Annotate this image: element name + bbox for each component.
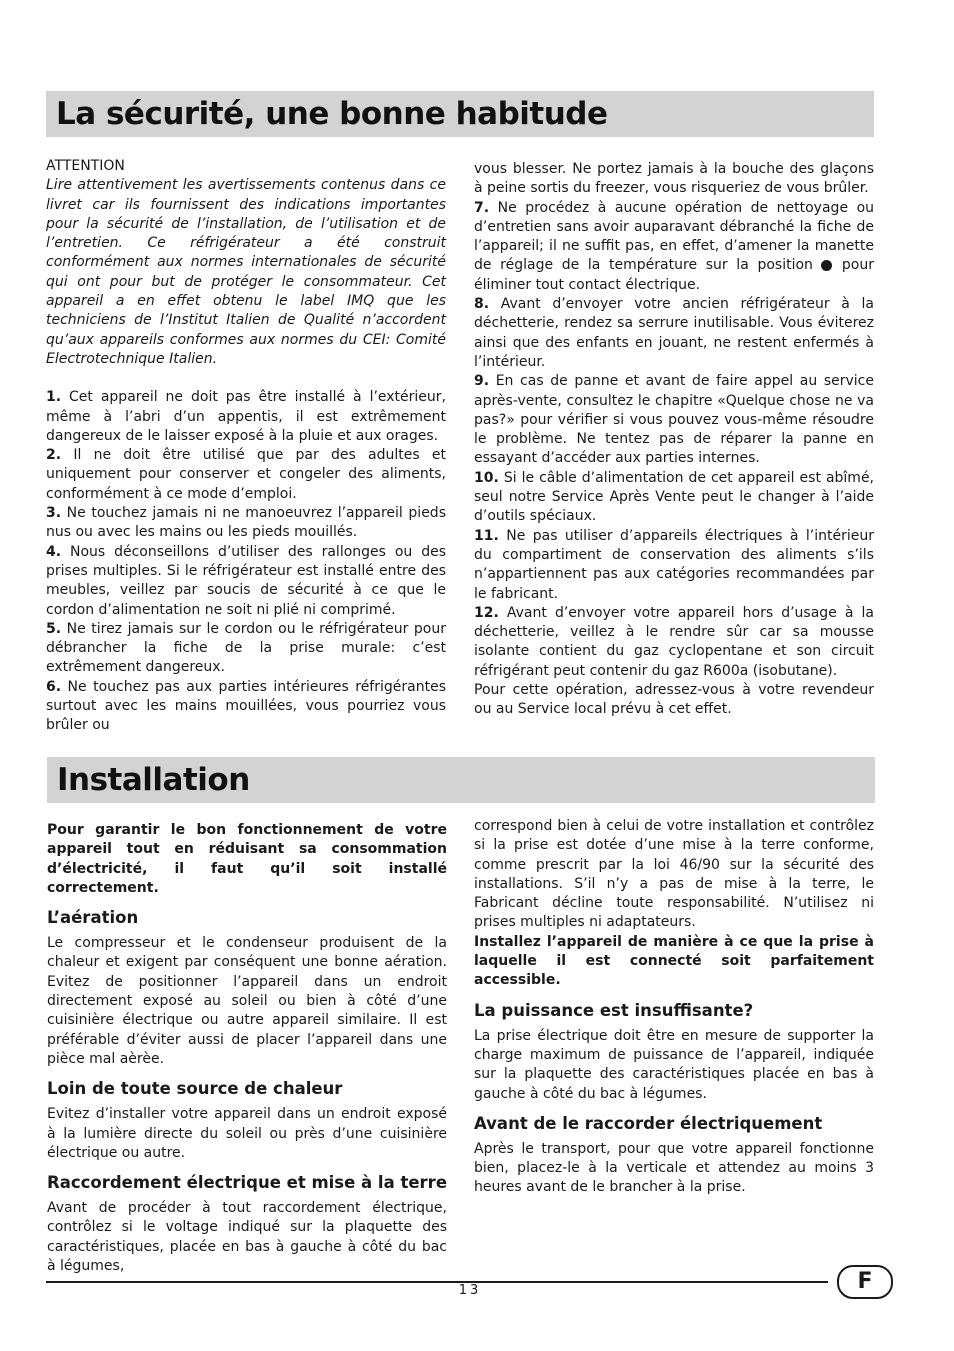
attention-text: Lire attentivement les avertissements contenus dans ce livret car ils fournissent des indications importantes pour la sécurité de l’installation, de l’utilisation et de l’entretien. Ce réfrigérateur a été construit conformément aux normes internationales de sécurité qui ont pour but de protéger le consommateur. Cet appareil a en effet obtenu le label IMQ que les techniciens de l’Institut Italien de Qualité n’accordent qu’aux appareils conformes aux normes du CEI: Comité Electrotechnique Italien. [46, 177, 446, 367]
page-number: 13 [458, 1283, 482, 1298]
safety-item: 9. En cas de panne et avant de faire appel au service après-vente, consultez le chapitre «Quelque chose ne va pas?» pour vérifier si vous pouvez vous-même résoudre le problème. Ne tentez pas de réparer la panne en essayant d’accéder aux parties internes. [474, 373, 874, 467]
heading-raccordement: Raccordement électrique et mise à la terre [47, 1173, 448, 1193]
section-banner-installation [47, 757, 875, 803]
safety-item: 4. Nous déconseillons d’utiliser des rallonges ou des prises multiples. Si le réfrigérateur est installé entre des meubles, veillez par soucis de sécurité à ce que le cordon d’alimentation ne soit ni plié ni comprimé. [46, 543, 446, 618]
footer-divider [46, 1281, 828, 1283]
safety-item: 3. Ne touchez jamais ni ne manoeuvrez l’appareil pieds nus ou avec les mains ou les pieds mouillés. [46, 505, 446, 541]
language-badge: F [837, 1265, 893, 1299]
section-title-securite: La sécurité, une bonne habitude [56, 96, 608, 132]
safety-item: 2. Il ne doit être utilisé que par des adultes et uniquement pour conserver et congeler des aliments, conformément à ce mode d’emploi. [46, 447, 447, 502]
securite-left-column [46, 157, 446, 736]
paragraph-chaleur: Evitez d’installer votre appareil dans un endroit exposé à la lumière directe du soleil ou près d’une cuisinière électrique ou autre. [47, 1106, 447, 1161]
safety-item: 12. Avant d’envoyer votre appareil hors d’usage à la déchetterie, veillez à le rendre sûr car sa mousse isolante contient du gaz cyclopentane et son circuit réfrigérant peut contenir du gaz R600a (isobutane). [474, 604, 874, 679]
safety-item: 1. Cet appareil ne doit pas être installé à l’extérieur, même à l’abri d’un appentis, il est extrêmement dangereux de le laisser exposé à la pluie et aux orages. [46, 389, 446, 444]
safety-item: 8. Avant d’envoyer votre ancien réfrigérateur à la déchetterie, rendez sa serrure inutilisable. Vous éviterez ainsi que des enfants en jouant, ne restent enfermés à l’intérieur. [474, 296, 874, 370]
installation-left-column [47, 821, 447, 1276]
paragraph-aeration: Le compresseur et le condenseur produisent de la chaleur et exigent par conséquent une bonne aération. Evitez de positionner l’appareil dans un endroit directement exposé au soleil ou bien à côté d’une cuisinière électrique ou autre appareil similaire. Il est préférable d’éviter aussi de placer l’appareil dans une pièce mal aèrèe. [47, 935, 447, 1067]
safety-item: 6. Ne touchez pas aux parties intérieures réfrigérantes surtout avec les mains mouillées, vous pourriez vous brûler ou [46, 678, 446, 734]
installation-right-column [474, 817, 874, 1198]
safety-closing: Pour cette opération, adressez-vous à votre revendeur ou au Service local prévu à cet effet. [474, 682, 874, 718]
attention-label: ATTENTION [46, 158, 125, 174]
heading-puissance: La puissance est insuffisante? [474, 1000, 754, 1020]
installation-lead: Pour garantir le bon fonctionnement de votre appareil tout en réduisant sa consommation d’électricité, il faut qu’il soit installé correctement. [47, 822, 447, 896]
section-banner-securite [46, 91, 874, 137]
securite-right-column [474, 160, 874, 720]
section-title-installation: Installation [57, 762, 250, 798]
paragraph-raccordement-continued: correspond bien à celui de votre installation et contrôlez si la prise est dotée d’une mise à la terre conforme, comme prescrit par la loi 46/90 sur la sécurité des installations. S’il n’y a pas de mise à la terre, le Fabricant décline toute responsabilité. N’utilisez ni prises multiples ni adaptateurs. [474, 818, 874, 931]
safety-item: 11. Ne pas utiliser d’appareils électriques à l’intérieur du compartiment de conservation des aliments s’ils n’appartiennent pas aux catégories recommandées par le fabricant. [474, 527, 874, 602]
safety-item: 5. Ne tirez jamais sur le cordon ou le réfrigérateur pour débrancher la fiche de la prise murale: c’est extrêmement dangereux. [46, 620, 446, 676]
paragraph-raccordement-bold: Installez l’appareil de manière à ce que la prise à laquelle il est connecté soit parfaitement accessible. [474, 933, 874, 989]
heading-aeration: L’aération [47, 908, 139, 928]
off-position-dot-icon [821, 260, 832, 271]
heading-chaleur: Loin de toute source de chaleur [47, 1079, 343, 1099]
paragraph-avant: Après le transport, pour que votre appareil fonctionne bien, placez-le à la verticale et attendez au moins 3 heures avant de le brancher à la prise. [474, 1140, 874, 1196]
paragraph-raccordement: Avant de procéder à tout raccordement électrique, contrôlez si le voltage indiqué sur la plaquette des caractéristiques, placée en bas à gauche à côté du bac à légumes, [47, 1200, 447, 1275]
safety-item: 10. Si le câble d’alimentation de cet appareil est abîmé, seul notre Service Après Vente peut le changer à l’aide d’outils spéciaux. [474, 469, 875, 525]
paragraph-puissance: La prise électrique doit être en mesure de supporter la charge maximum de puissance de l’appareil, indiquée sur la plaquette des caractéristiques placée en bas à gauche à côté du bac à légumes. [474, 1027, 874, 1102]
safety-item-continued: vous blesser. Ne portez jamais à la bouche des glaçons à peine sortis du freezer, vous risqueriez de vous brûler. [474, 161, 874, 197]
safety-item: 7. Ne procédez à aucune opération de nettoyage ou d’entretien sans avoir auparavant débranché la fiche de l’appareil; il ne suffit pas, en effet, d’amener la manette de réglage de la température sur la position pour éliminer tout contact électrique. [474, 199, 875, 293]
heading-avant: Avant de le raccorder électriquement [474, 1113, 823, 1133]
